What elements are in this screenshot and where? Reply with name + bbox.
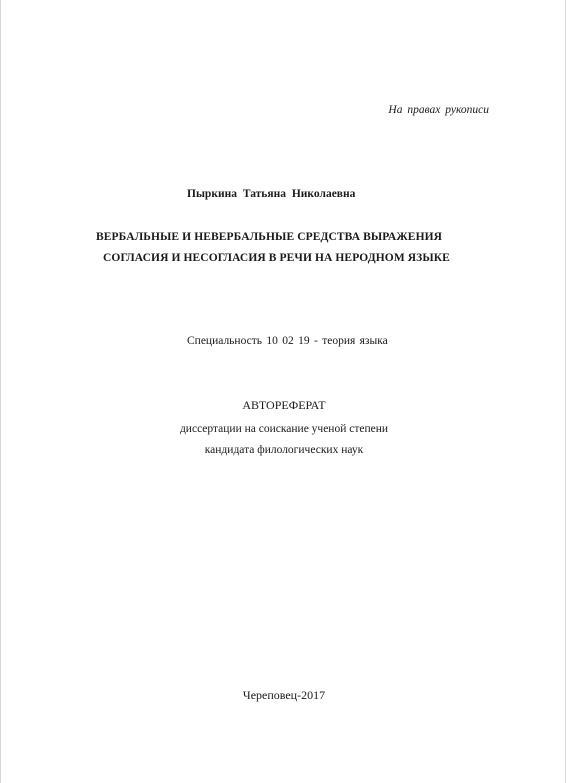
degree-line: кандидата филологических наук [204,444,364,456]
dissertation-line: диссертации на соискание ученой степени [179,423,389,435]
document-type-label: АВТОРЕФЕРАТ [242,398,326,412]
city-year: Череповец-2017 [242,688,326,702]
specialty-line: Специальность 10 02 19 - теория языка [187,335,388,347]
author-name: Пыркина Татьяна Николаевна [187,188,356,200]
title-line-1: ВЕРБАЛЬНЫЕ И НЕВЕРБАЛЬНЫЕ СРЕДСТВА ВЫРАЖЕНИЯ [96,231,443,243]
title-line-2: СОГЛАСИЯ И НЕСОГЛАСИЯ В РЕЧИ НА НЕРОДНОМ ЯЗЫКЕ [103,252,450,264]
rights-note: На правах рукописи [388,104,489,116]
